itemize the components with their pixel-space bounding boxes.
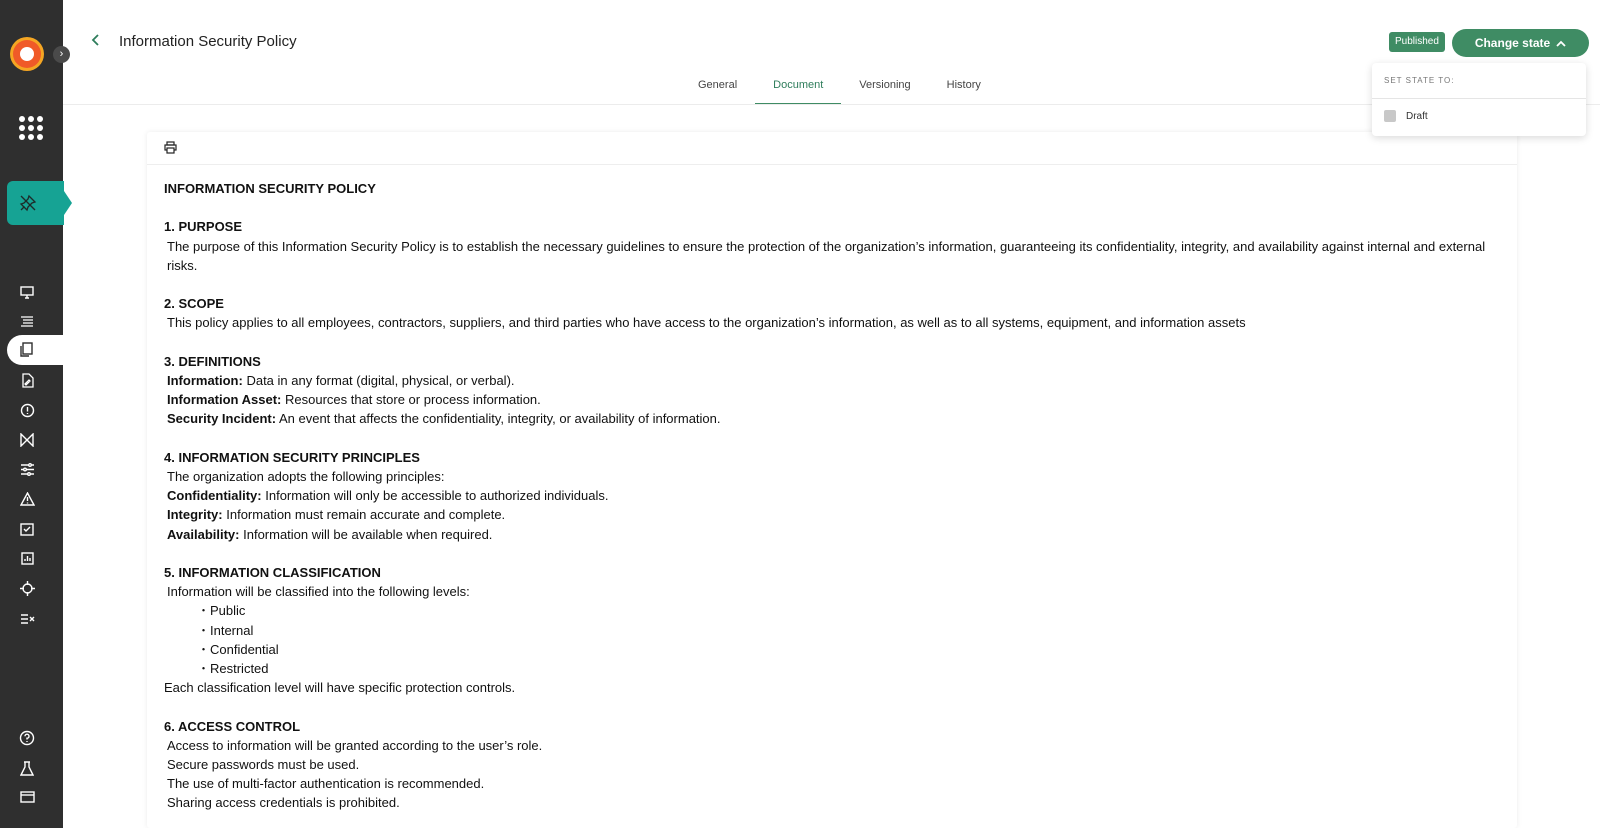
definition-text: Information will be available when required. (243, 526, 493, 542)
document-title: INFORMATION SECURITY POLICY (164, 181, 376, 196)
definition-text: Data in any format (digital, physical, or verbal). (246, 372, 515, 388)
tab-bar (680, 71, 999, 105)
definition-term: Confidentiality: (167, 488, 262, 504)
definition-term: Availability: (167, 526, 240, 542)
dropdown-heading: SET STATE TO: (1372, 63, 1586, 99)
tab-general[interactable]: General (698, 79, 738, 91)
crosshair-icon[interactable] (16, 577, 38, 599)
tab-history[interactable]: History (946, 79, 981, 91)
change-state-label: Change state (1474, 36, 1551, 50)
monitor-icon[interactable] (16, 281, 38, 303)
paragraph: The organization adopts the following principles: (167, 468, 445, 484)
card-icon[interactable] (16, 786, 38, 808)
status-badge: Published (1389, 32, 1445, 52)
paragraph: The purpose of this Information Security Policy is to establish the necessary guidelines to ensure the protection of the organization’s information, guaranteeing its confidentiality, integrity, and availability against internal and external risks. (167, 238, 1486, 273)
help-icon[interactable] (16, 727, 38, 749)
bowtie-icon[interactable] (16, 429, 38, 451)
section-heading: 2. SCOPE (164, 296, 224, 312)
paragraph: Each classification level will have specific protection controls. (164, 680, 516, 696)
apps-grid-icon[interactable] (19, 116, 43, 140)
chart-icon[interactable] (16, 547, 38, 569)
logo[interactable] (10, 37, 44, 71)
definition-text: An event that affects the confidentiality, integrity, or availability of information. (278, 411, 721, 427)
paragraph: Sharing access credentials is prohibited. (167, 795, 400, 811)
paragraph: This policy applies to all employees, contractors, suppliers, and third parties who have access to the organization’s information, as well as to all systems, equipment, and information assets (167, 315, 1246, 331)
document-card (147, 132, 1517, 828)
definition-text: Resources that store or process information. (284, 392, 541, 408)
checkbox-icon[interactable] (16, 518, 38, 540)
sliders-icon[interactable] (16, 458, 38, 480)
definition-term: Security Incident: (167, 411, 277, 427)
definition-line (164, 371, 1500, 390)
definition-line (164, 486, 1500, 505)
state-dropdown (1372, 63, 1586, 136)
definition-term: Information: (167, 372, 243, 388)
definition-line (164, 525, 1500, 544)
print-icon[interactable] (164, 141, 177, 159)
page-title: Information Security Policy (119, 33, 297, 50)
flask-icon[interactable] (16, 757, 38, 779)
tab-document[interactable]: Document (755, 71, 841, 105)
sidebar-item-documents[interactable] (7, 335, 64, 365)
tab-versioning[interactable]: Versioning (859, 79, 911, 91)
paragraph: Information will be classified into the following levels: (167, 584, 470, 600)
section-heading: 3. DEFINITIONS (164, 353, 261, 369)
definition-text: Information must remain accurate and complete. (226, 507, 506, 523)
state-option-label: Draft (1406, 110, 1428, 122)
document-toolbar (147, 132, 1517, 165)
list-item: ・Public (197, 603, 246, 619)
definition-line (164, 390, 1500, 409)
chevron-up-icon (1556, 40, 1566, 47)
warning-icon[interactable] (16, 488, 38, 510)
definition-line (164, 505, 1500, 524)
list-item: ・Confidential (197, 641, 279, 657)
sidebar-expand-button[interactable]: › (53, 46, 70, 63)
paragraph: The use of multi-factor authentication is recommended. (167, 776, 485, 792)
document-body (147, 165, 1517, 827)
section-heading: 1. PURPOSE (164, 219, 243, 235)
pin-off-icon (19, 194, 37, 212)
paragraph: Secure passwords must be used. (167, 757, 360, 772)
list-icon[interactable] (16, 310, 38, 332)
documents-icon (19, 342, 33, 357)
list-item: ・Restricted (197, 661, 269, 676)
alert-circle-icon[interactable] (16, 399, 38, 421)
change-state-button[interactable] (1452, 29, 1589, 57)
definition-text: Information will only be accessible to authorized individuals. (265, 488, 609, 504)
paragraph: Access to information will be granted according to the user’s role. (167, 737, 543, 753)
definition-line (164, 409, 1500, 428)
header-divider (63, 104, 1600, 105)
list-item: ・Internal (197, 622, 254, 638)
definition-term: Information Asset: (167, 392, 282, 408)
sidebar (0, 0, 63, 828)
active-module-button[interactable] (7, 181, 64, 225)
back-button[interactable] (91, 33, 101, 52)
list-x-icon[interactable] (16, 607, 38, 629)
draft-checkbox[interactable] (1384, 110, 1396, 122)
chevron-left-icon (91, 33, 101, 47)
file-edit-icon[interactable] (16, 369, 38, 391)
state-option-draft[interactable] (1372, 99, 1586, 133)
section-heading: 6. ACCESS CONTROL (164, 718, 301, 734)
section-heading: 4. INFORMATION SECURITY PRINCIPLES (164, 449, 420, 465)
section-heading: 5. INFORMATION CLASSIFICATION (164, 564, 381, 580)
definition-term: Integrity: (167, 507, 223, 523)
